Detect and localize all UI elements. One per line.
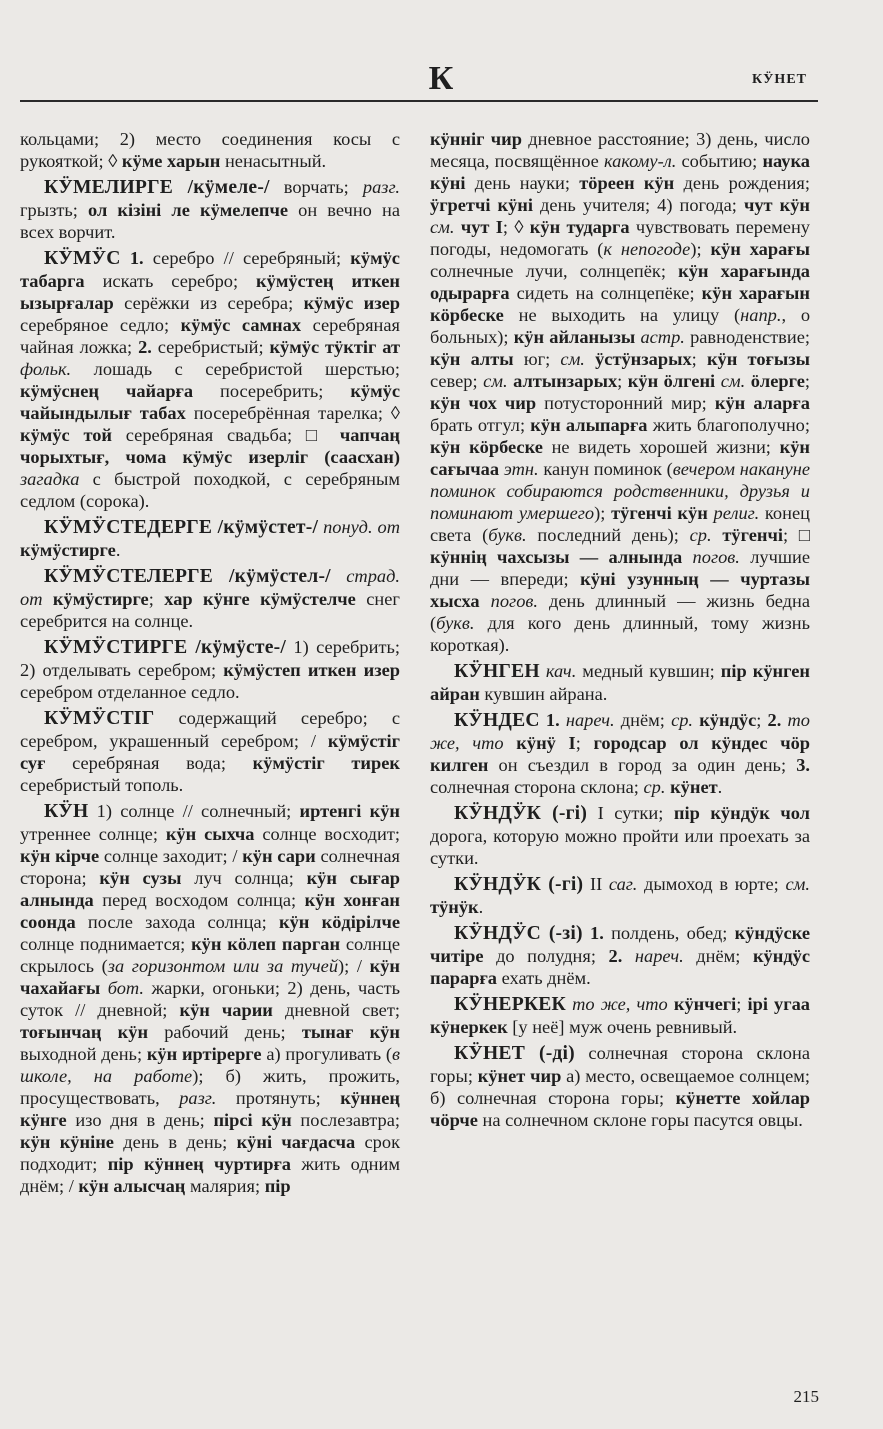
entry-text: изо дня в день; <box>66 1110 214 1130</box>
example-term: кӱндӱске читіре <box>430 923 810 966</box>
usage-label: бот. <box>107 978 144 998</box>
entry-text: серебряная вода; <box>45 753 253 773</box>
headword: КӰМӰС <box>44 248 121 269</box>
example-term: иртенгі кӱн <box>299 801 400 821</box>
example-term: кӱмӱс тӱктіг ат <box>269 337 400 357</box>
entry-text: солнечная сторона склона; <box>430 777 644 797</box>
example-term: кӱні чағдасча <box>236 1132 356 1152</box>
page-number: 215 <box>793 1387 819 1406</box>
entry-text: солнце восходит; <box>254 824 400 844</box>
example-term: кӱн сыхча <box>165 824 255 844</box>
entry-text: ); б) жить, прожить, просуществовать, <box>20 1066 400 1108</box>
entry-text: искать серебро; <box>84 271 257 291</box>
example-term: кӱн харағы <box>710 239 810 259</box>
headword: КӰНЕТ (-ді) <box>454 1043 575 1064</box>
entry-text: день рождения; <box>674 173 810 193</box>
entry-text: снег серебрится на солнце. <box>20 589 400 631</box>
dictionary-entry <box>20 247 400 512</box>
entry-text: [у неё] муж очень ревнивый. <box>507 1017 738 1037</box>
dictionary-entry <box>20 516 400 561</box>
headword: КӰНДЕС <box>454 710 540 731</box>
example-term: кӱн тударга <box>529 217 630 237</box>
entry-text: выходной день; <box>20 1044 147 1064</box>
headword: КӰНДӰК (-гі) <box>454 874 584 895</box>
entry-text: ; <box>804 371 811 391</box>
dictionary-entry <box>430 922 810 989</box>
usage-label: то же, что <box>430 710 810 753</box>
usage-label: саг. <box>608 874 638 894</box>
entry-text <box>121 248 130 268</box>
usage-label: фольк. <box>20 359 72 379</box>
example-term: кӱн иртірерге <box>146 1044 262 1064</box>
example-term: кӱмӱстең иткен ызырғалар <box>20 271 400 313</box>
dictionary-entry <box>430 873 810 918</box>
example-term: кӱн кӱніне <box>20 1132 114 1152</box>
entry-text: протянуть; <box>216 1088 341 1108</box>
dictionary-entry <box>430 128 810 656</box>
usage-label: ср. <box>689 525 712 545</box>
example-term: 2. <box>608 946 623 966</box>
entry-text: лучшие дни — впереди; <box>430 547 810 589</box>
entry-text: дымоход в юрте; <box>637 874 786 894</box>
example-term: 2. <box>138 337 152 357</box>
entry-text: солнечная сторона склона горы; <box>430 1043 810 1086</box>
header-rule <box>20 100 818 102</box>
entry-text <box>331 566 346 586</box>
usage-label: разг. <box>362 177 400 197</box>
example-term: 1. <box>590 923 604 943</box>
entry-text: равноденствие; <box>684 327 810 347</box>
example-term: кӱн алты <box>430 349 514 369</box>
entry-text: серебристый тополь. <box>20 775 184 795</box>
usage-label: страд. от <box>20 566 400 609</box>
entry-text: перед восходом солнца; <box>93 890 305 910</box>
entry-text: чувствовать перемену погоды, недомогать ( <box>430 217 810 259</box>
headword: КӰМӰСТЕДЕРГЕ /кӱмӱстет-/ <box>44 517 319 538</box>
entry-text: ); <box>594 503 612 523</box>
usage-label: напр. <box>740 305 782 325</box>
headword: КӰНГЕН <box>454 661 540 682</box>
entry-text: рабочий день; <box>148 1022 302 1042</box>
entry-text: II <box>583 874 609 894</box>
entry-text <box>100 978 107 998</box>
entry-text: посеребрить; <box>193 381 351 401</box>
entry-text: грызть; <box>20 200 88 220</box>
entry-text: не видеть хорошей жизни; <box>542 437 780 457</box>
dictionary-entry <box>20 707 400 796</box>
entry-text: посеребрённая тарелка; ◊ <box>185 403 400 423</box>
dictionary-entry <box>20 565 400 632</box>
example-term: тӱгенчі кӱн <box>611 503 708 523</box>
example-term: кӱн харағын кӧрбеске <box>430 283 810 325</box>
entry-text: брать отгул; <box>430 415 531 435</box>
entry-text: содержащий серебро; с серебром, украшенный серебром; / <box>20 708 400 751</box>
example-term: кӱн алысчаң <box>78 1176 186 1196</box>
entry-text: ; <box>756 710 768 730</box>
example-term: кӱннiг чир <box>430 129 522 149</box>
entry-text <box>622 946 635 966</box>
example-term: 1. <box>129 248 144 268</box>
example-term: алтынзарых <box>513 371 618 391</box>
usage-label: разг. <box>179 1088 217 1108</box>
example-term: кӱндӱс парарға <box>430 946 810 988</box>
example-term: ол кізіні ле кӱмелепче <box>88 200 289 220</box>
example-term: ірі угаа кӱнеркек <box>430 994 810 1037</box>
entry-text: ; □ <box>782 525 810 545</box>
left-column <box>20 128 400 1201</box>
example-term: кӱнчегі <box>673 994 737 1014</box>
headword: КӰМЕЛИРГЕ /кӱмеле-/ <box>44 177 270 198</box>
entry-text: потусторонний мир; <box>536 393 715 413</box>
entry-text <box>480 591 491 611</box>
entry-text: кольцами; 2) место соединения косы с рукояткой; ◊ <box>20 129 400 171</box>
example-term: пірсі кӱн <box>213 1110 292 1130</box>
example-term: кӱмӱс табарга <box>20 248 400 291</box>
usage-label: см. <box>560 349 585 369</box>
usage-label: см. <box>483 371 508 391</box>
usage-label: то же, что <box>572 994 668 1014</box>
example-term: кӱн тоғызы <box>706 349 810 369</box>
entry-text: кувшин айрана. <box>479 684 608 704</box>
entry-text: с быстрой походкой, с серебряным седлом (сорока). <box>20 469 400 511</box>
entry-text: ; <box>575 733 594 753</box>
entry-text: утреннее солнце; <box>20 824 166 844</box>
example-term: кӱмӱснең чайарға <box>20 381 194 401</box>
example-term: ӧлерге <box>750 371 805 391</box>
entry-text: 1) солнце // солнечный; <box>88 801 300 821</box>
entry-text: луч солнца; <box>181 868 307 888</box>
usage-label: букв. <box>488 525 527 545</box>
entry-text: событию; <box>676 151 763 171</box>
example-term: кӱн хонған соонда <box>20 890 400 932</box>
entry-text: ; <box>691 349 707 369</box>
example-term: кӱн кӧлеп парган <box>191 934 341 954</box>
entry-text: не выходить на улицу ( <box>503 305 741 325</box>
headword: КӰН <box>44 801 89 822</box>
entry-text: ненасытный. <box>220 151 327 171</box>
example-term: тӱгенчі <box>722 525 783 545</box>
entry-text: а) прогуливать ( <box>261 1044 392 1064</box>
usage-label: см. <box>720 371 746 391</box>
usage-label: нареч. <box>565 710 615 730</box>
example-term: кӱмӱс самнах <box>180 315 302 335</box>
entry-text: солнце скрылось ( <box>20 934 400 976</box>
entry-text: срок подходит; <box>20 1132 401 1174</box>
example-term: кӱн аларға <box>714 393 810 413</box>
entry-text: конец света ( <box>430 503 810 545</box>
example-term: кӱн сағычаа <box>430 437 810 479</box>
usage-label: астр. <box>640 327 685 347</box>
example-term: ӱстӱнзарых <box>595 349 692 369</box>
entry-text: лошадь с серебристой шерстью; <box>71 359 400 379</box>
entry-text: дневное расстояние; 3) день, число месяца, посвящённое <box>430 129 810 171</box>
usage-label: см. <box>785 874 810 894</box>
example-term: кӱмӱстирге <box>52 589 149 609</box>
entry-text: солнце поднимается; <box>20 934 192 954</box>
usage-label: ср. <box>671 710 694 730</box>
entry-text: . <box>717 777 723 797</box>
entry-text: день науки; <box>465 173 580 193</box>
example-term: кӱн кӧрбеске <box>430 437 543 457</box>
example-term: кӱннің чахсызы — алнында <box>430 547 683 567</box>
example-term: кӱнӱ I <box>516 733 576 753</box>
entry-text: день учителя; 4) погода; <box>533 195 744 215</box>
entry-text: юг; <box>513 349 561 369</box>
example-term: тоғынчаң кӱн <box>20 1022 149 1042</box>
example-term: хар кӱнге кӱмӱстелче <box>164 589 356 609</box>
entry-text: сидеть на солнцепёке; <box>509 283 702 303</box>
entry-text <box>585 349 595 369</box>
example-term: кӱнетте хойлар чӧрче <box>430 1088 810 1130</box>
example-term: 2. <box>767 710 782 730</box>
dictionary-entry <box>20 128 400 172</box>
entry-text: ; <box>736 994 748 1014</box>
dictionary-entry <box>430 660 810 705</box>
example-term: чапчаң чорыхтығ, чома кӱмӱс изерліг (саасхан) <box>20 425 400 467</box>
entry-text: серебристый; <box>151 337 270 357</box>
example-term: кӱн ӧлгені <box>627 371 716 391</box>
example-term: кӱн сузы <box>99 868 182 888</box>
example-term: кӱн алыпарға <box>530 415 648 435</box>
example-term: ӱгретчі кӱні <box>430 195 533 215</box>
usage-label: вечером накануне поминок собираются родственники, друзья и поминают умершего <box>430 459 810 523</box>
example-term: 3. <box>796 755 810 775</box>
usage-label: к непогоде <box>603 239 691 259</box>
entry-text: ехать днём. <box>497 968 591 988</box>
usage-label: погов. <box>692 547 740 567</box>
entry-text: ворчать; <box>269 177 363 197</box>
entry-text: для кого день длинный, тому жизнь короткая). <box>430 613 810 655</box>
usage-label: за горизонтом или за тучей <box>107 956 339 976</box>
entry-text: ); / <box>338 956 370 976</box>
entry-text: после захода солнца; <box>75 912 279 932</box>
example-term: пір кӱннең чуртирға <box>107 1154 292 1174</box>
right-column <box>430 128 810 1135</box>
entry-text: 1) серебрить; 2) отделывать серебром; <box>20 637 400 680</box>
example-term: кӱні узунның — чуртазы хысха <box>430 569 810 611</box>
example-term: наука кӱні <box>430 151 811 193</box>
example-term: 1. <box>545 710 560 730</box>
entry-text: послезавтра; <box>291 1110 400 1130</box>
usage-label: ср. <box>643 777 666 797</box>
example-term: тынағ кӱн <box>301 1022 400 1042</box>
usage-label: этн. <box>503 459 539 479</box>
entry-text: канун поминок ( <box>538 459 673 479</box>
entry-text: днём; <box>614 710 672 730</box>
usage-label: религ. <box>713 503 760 523</box>
example-term: кӱмӱстіг суғ <box>20 731 400 773</box>
entry-text: день в день; <box>113 1132 237 1152</box>
example-term: чут I <box>460 217 503 237</box>
header-letter: К <box>428 60 455 97</box>
example-term: кӱннең кӱнге <box>20 1088 400 1130</box>
example-term: кӱмӱс той <box>20 425 113 445</box>
dictionary-entry <box>430 993 810 1038</box>
dictionary-entry <box>20 636 400 703</box>
entry-text: жить одним днём; / <box>20 1154 400 1196</box>
entry-text: I сутки; <box>587 803 674 823</box>
entry-text <box>712 525 723 545</box>
entry-text: ; <box>617 371 628 391</box>
headword: КӰМӰСТИРГЕ /кӱмӱсте-/ <box>44 637 286 658</box>
entry-text: ; ◊ <box>502 217 530 237</box>
dictionary-entry <box>20 800 400 1197</box>
example-term: тӱнӱк <box>430 897 479 917</box>
entry-text: ; <box>148 589 165 609</box>
usage-label: загадка <box>20 469 80 489</box>
entry-text: дорога, которую можно пройти или проехать за сутки. <box>430 826 810 868</box>
entry-text: серебряное седло; <box>20 315 181 335</box>
example-term: кӱн харағында одырарға <box>430 261 810 303</box>
entry-text: день длинный — жизнь бедна ( <box>430 591 810 633</box>
entry-text: солнечные лучи, солнцепёк; <box>430 261 679 281</box>
entry-text: серебряная чайная ложка; <box>20 315 400 357</box>
entry-text <box>682 547 692 567</box>
entry-text: дневной свет; <box>272 1000 400 1020</box>
example-term: кӱн кірче <box>20 846 100 866</box>
usage-label: погов. <box>490 591 538 611</box>
usage-label: кач. <box>545 661 577 681</box>
usage-label: см. <box>430 217 455 237</box>
usage-label: какому-л. <box>603 151 677 171</box>
usage-label: в школе, на работе <box>20 1044 400 1086</box>
example-term: пір кӱнген айран <box>430 661 810 704</box>
entry-text: малярия; <box>185 1176 265 1196</box>
headword: КӰНДӰС (-зі) <box>454 923 583 944</box>
example-term: кӱн кӧдірілче <box>278 912 400 932</box>
example-term: кӱнет чир <box>477 1066 562 1086</box>
entry-text: на солнечном склоне горы пасутся овцы. <box>477 1110 803 1130</box>
example-term: кӱнет <box>670 777 718 797</box>
entry-text: до полудня; <box>483 946 609 966</box>
example-term: кӱмӱстирге <box>20 540 116 560</box>
example-term: кӱмӱстіг тирек <box>252 753 401 773</box>
entry-text: солнечная сторона; <box>20 846 400 888</box>
example-term: кӱн чарии <box>179 1000 273 1020</box>
running-head: КӰНЕТ <box>752 72 807 87</box>
entry-text: серебром отделанное седло. <box>20 682 240 702</box>
headword: КӰМӰСТЕЛЕРГЕ /кӱмӱстел-/ <box>44 566 331 587</box>
entry-text: медный кувшин; <box>576 661 721 681</box>
example-term: кӱмӱстеп иткен изер <box>223 660 400 680</box>
example-term: кӱн айланызы <box>513 327 636 347</box>
example-term: кӱн сығар алнында <box>20 868 400 910</box>
entry-text: солнце заходит; / <box>99 846 243 866</box>
example-term: кӱн чох чир <box>430 393 537 413</box>
example-term: кӱме харын <box>121 151 221 171</box>
example-term: чут кӱн <box>743 195 810 215</box>
entry-text: полдень, обед; <box>603 923 735 943</box>
example-term: кӱн чахайағы <box>20 956 400 998</box>
example-term: кӱндӱс <box>699 710 757 730</box>
entry-text <box>42 589 52 609</box>
entry-text: . <box>115 540 121 560</box>
example-term: кӱмӱс чайындылығ табах <box>20 381 401 423</box>
usage-label: нареч. <box>634 946 684 966</box>
example-term: тӧреен кӱн <box>579 173 675 193</box>
example-term: пір кӱндӱк чол <box>673 803 810 823</box>
headword: КӰМӰСТІГ <box>44 708 155 729</box>
example-term: городсар ол кӱндес чӧр килген <box>430 733 811 775</box>
entry-text: серёжки из серебра; <box>113 293 304 313</box>
entry-text: серебро // серебряный; <box>143 248 351 268</box>
entry-text: север; <box>430 371 484 391</box>
entry-text: . <box>478 897 484 917</box>
dictionary-entry <box>430 1042 810 1131</box>
entry-text <box>583 923 590 943</box>
entry-text: , о больных); <box>430 305 811 347</box>
entry-text: серебряная свадьба; □ <box>112 425 340 445</box>
entry-text: он вечно на всех ворчит. <box>20 200 400 242</box>
entry-text: а) место, освещаемое солнцем; б) солнечная сторона горы; <box>430 1066 810 1108</box>
example-term: кӱн сари <box>242 846 316 866</box>
headword: КӰНДӰК (-гі) <box>454 803 588 824</box>
entry-text: последний день); <box>526 525 690 545</box>
example-term: пір <box>264 1176 291 1196</box>
example-term: кӱмӱс изер <box>303 293 400 313</box>
usage-label: понуд. от <box>323 517 400 537</box>
dictionary-entry <box>430 802 810 869</box>
entry-text: ); <box>690 239 711 259</box>
dictionary-entry <box>430 709 810 798</box>
entry-text: днём; <box>683 946 753 966</box>
headword: КӰНЕРКЕК <box>454 994 566 1015</box>
entry-text: жарки, огоньки; 2) день, часть суток // дневной; <box>20 978 400 1020</box>
entry-text: жить благополучно; <box>647 415 810 435</box>
entry-text <box>504 733 517 753</box>
dictionary-entry <box>20 176 400 243</box>
entry-text: он съездил в город за один день; <box>488 755 797 775</box>
usage-label: букв. <box>436 613 475 633</box>
